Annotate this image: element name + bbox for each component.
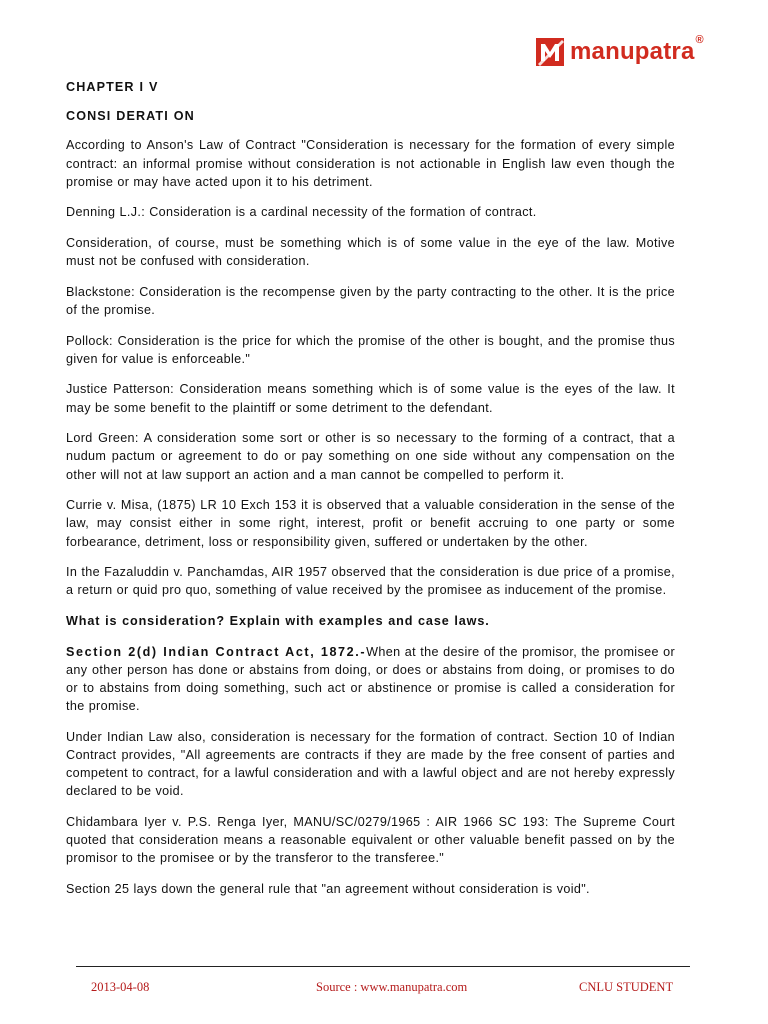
- paragraph: Denning L.J.: Consideration is a cardinal necessity of the formation of contract.: [66, 205, 537, 220]
- footer-source: Source : www.manupatra.com: [316, 980, 468, 994]
- paragraph: Under Indian Law also, consideration is necessary for the formation of contract. Section 10 of Indian Contract provides, "All agreements are contracts if they are made by the free consent of parties and competent to contract, for a lawful consideration and with a lawful object and are not hereby expressly declared to be void.: [66, 729, 675, 799]
- paragraph: In the Fazaluddin v. Panchamdas, AIR 1957 observed that the consideration is due price of a promise, a return or quid pro quo, something of value received by the promisee as inducement of the promise.: [66, 565, 675, 598]
- paragraph: Section 25 lays down the general rule that "an agreement without consideration is void".: [66, 881, 590, 896]
- section-title: CONSI DERATI ON: [66, 109, 195, 124]
- paragraph: Currie v. Misa, (1875) LR 10 Exch 153 it is observed that a valuable consideration in the sense of the law, may consist either in some right, interest, profit or benefit accruing to one party or some forbearance, detriment, loss or responsibility given, suffered or undertaken by the other.: [66, 498, 675, 549]
- section-text: When at the desire of the promisor, the promisee or any other person has done or abstains from doing, or does or abstains from doing, or promises to do or to abstains from doing something, such act or abstinence or promise is called a consideration for the promise.: [66, 644, 675, 714]
- footer-attribution: CNLU STUDENT: [579, 980, 674, 994]
- paragraph: Pollock: Consideration is the price for which the promise of the other is bought, and the promise thus given for value is enforceable.": [66, 333, 675, 366]
- section-definition: [66, 643, 675, 716]
- logo-wordmark: manupatra: [570, 38, 695, 65]
- question-heading: What is consideration? Explain with examples and case laws.: [66, 613, 490, 628]
- paragraph: Chidambara Iyer v. P.S. Renga Iyer, MANU/SC/0279/1965 : AIR 1966 SC 193: The Supreme Court quoted that consideration means a reasonable equivalent or other valuable benefit passed on by the promisor to the promisee or by the transferor to the transferee.": [66, 814, 675, 866]
- paragraph: According to Anson's Law of Contract "Consideration is necessary for the formation of every simple contract: an informal promise without consideration is not actionable in English law even though the promise or may have acted upon it to his detriment.: [66, 138, 675, 189]
- paragraph: Justice Patterson: Consideration means something which is of some value is the eyes of the law. It may be some benefit to the plaintiff or some detriment to the defendant.: [66, 382, 675, 415]
- document-body: [66, 78, 675, 911]
- paragraph: Blackstone: Consideration is the recompense given by the party contracting to the other. It is the price of the promise.: [66, 284, 675, 317]
- paragraph: Lord Green: A consideration some sort or other is so necessary to the forming of a contract, that a nudum pactum or agreement to do or pay something on one side without any compensation on the other will not at law support an action and a man cannot be compelled to perform it.: [66, 431, 675, 482]
- chapter-heading: CHAPTER I V: [66, 80, 159, 94]
- section-label: Section 2(d) Indian Contract Act, 1872.-: [66, 644, 367, 659]
- paragraph: Consideration, of course, must be something which is of some value in the eye of the law. Motive must not be confused with consideration.: [66, 236, 675, 269]
- manupatra-logo-icon: [535, 37, 565, 67]
- footer-divider: [76, 966, 690, 967]
- registered-mark: ®: [695, 34, 704, 46]
- footer-date: 2013-04-08: [91, 980, 150, 994]
- manupatra-logo: [535, 35, 704, 69]
